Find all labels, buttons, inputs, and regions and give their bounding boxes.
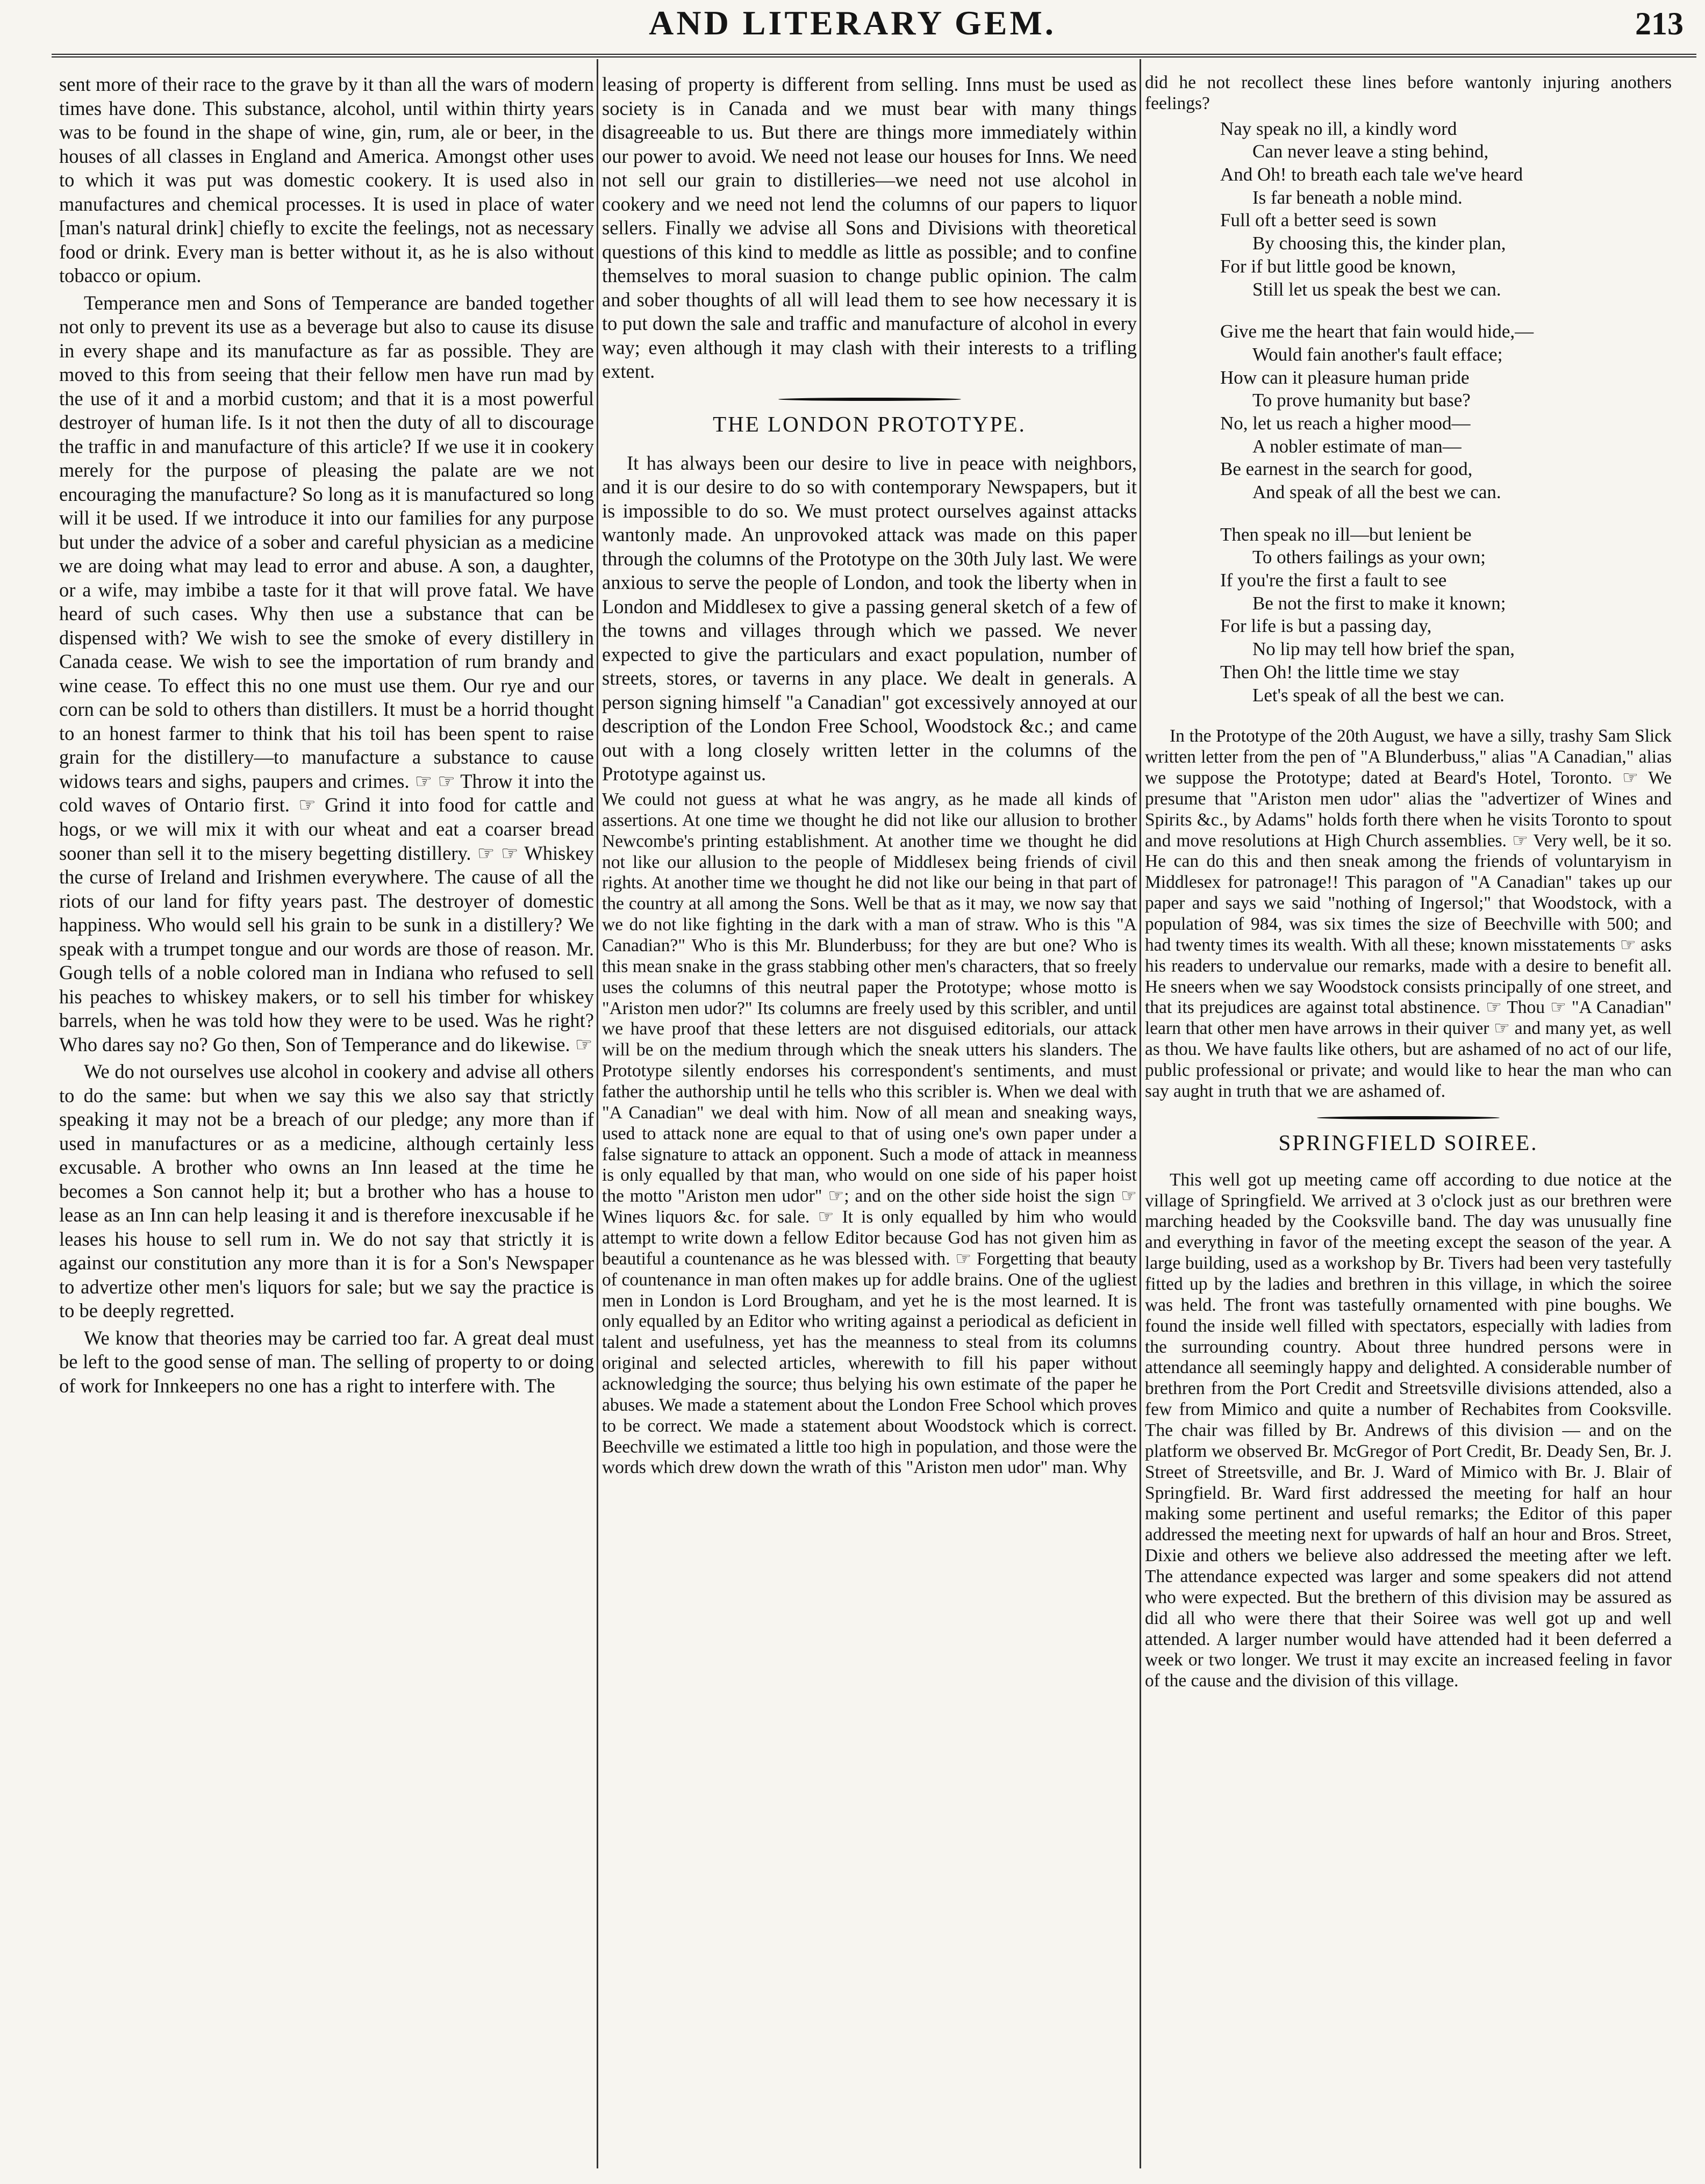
poem-line: Can never leave a sting behind, — [1252, 141, 1489, 162]
poem-line: And Oh! to breath each tale we've heard — [1220, 164, 1523, 185]
poem-line: Then Oh! the little time we stay — [1220, 661, 1460, 682]
article-heading: SPRINGFIELD SOIREE. — [1278, 1130, 1538, 1155]
article-paragraph: We could not guess at what he was angry, as he made all kinds of assertions. At one time we thought he did not like our allusion to brother Newcombe's printing establishment. At another time we thought he did not like our allusion to the people of Middlesex being friends of civil rights. At another time we thought he did not like our being in that part of the country at all among the Sons. Well be that as it may, we now say that we do not like fighting in the dark with a man of straw. Who is this "A Canadian?" Who is this Mr. Blunderbuss; for they are but one? Who is this mean snake in the grass stabbing other men's characters, that so freely uses the columns of this neutral paper the Prototype; whose motto is "Ariston men udor?" Its columns are freely used by this scribler, and until we have proof that these letters are not disguised editorials, our attack will be on the medium through which the sneak utters his slanders. The Prototype silently endorses his correspondent's sentiments, and must father the authorship until he tells who this scribler is. When we deal with "A Canadian" we deal with him. Now of all mean and sneaking ways, used to attack none are equal to that of using one's own paper under a false signature to attack an opponent. Such a mode of attack in meanness is only equalled by that man, who would on one side of his paper hoist the motto "Ariston men udor" ☞; and on the other side hoist the sign ☞ Wines liquors &c. for sale. ☞ It is only equalled by him who would attempt to write down a fellow Editor because God has not given him as beautiful a countenance as he was blessed with. ☞ Forgetting that beauty of countenance in man often makes up for addle brains. One of the ugliest men in London is Lord Brougham, and yet he is the most learned. It is only equalled by an Editor who writing against a periodical as deficient in talent and usefulness, yet has the meanness to steal from its columns original and selected articles, wherewith to fill his paper without acknowledging the source; thus belying his own estimate of the paper he abuses. We made a statement about the London Free School which proves to be correct. We made a statement about Woodstock which is correct. Beechville we estimated a little too high in population, and those were the words which drew down the wrath of this "Ariston men udor" man. Why — [602, 789, 1137, 1478]
poem-line: To others failings as your own; — [1252, 547, 1486, 568]
column-divider — [1140, 59, 1141, 2168]
poem-line: Full oft a better seed is sown — [1220, 210, 1437, 231]
article-paragraph: did he not recollect these lines before wantonly injuring anothers feelings? — [1145, 73, 1672, 113]
poem-line: Be not the first to make it known; — [1252, 592, 1506, 614]
poem-line: No, let us reach a higher mood— — [1220, 412, 1471, 434]
column-2 — [602, 73, 1137, 2163]
page-number: 213 — [1635, 6, 1683, 41]
section-separator — [778, 398, 961, 401]
poem-line: Let's speak of all the best we can. — [1252, 684, 1505, 706]
article-paragraph: Temperance men and Sons of Temperance are banded together not only to prevent its use as a beverage but also to cause its disuse in every shape and its manufacture as far as possible. They are moved to this from seeing that their fellow men have run mad by the use of it and a morbid custom; and that it is a most powerful destroyer of human life. Is it not then the duty of all to discourage the traffic in and manufacture of this article? If we use it in cookery merely for the purpose of pleasing the palate are we not encouraging the manufacture? So long as it is manufactured so long will it be used. If we introduce it into our families for any purpose but under the advice of a sober and careful physician as a medicine we are doing what may lead to error and abuse. A son, a daughter, or a wife, may imbibe a taste for it that will prove fatal. We have heard of such cases. Why then use a substance that can be dispensed with? We wish to see the smoke of every distillery in Canada cease. We wish to see the importation of rum brandy and wine cease. To effect this no one must use them. Our rye and our corn can be sold to others than distillers. It must be a horrid thought to an honest farmer to think that his toil has been spent to raise grain for the distillery—to manufacture a substance to cause widows tears and sighs, paupers and crimes. ☞ ☞ Throw it into the cold waves of Ontario first. ☞ Grind it into food for cattle and hogs, or we will mix it with our wheat and eat a coarser bread sooner than sell it to the misery begetting distillery. ☞ ☞ Whiskey the curse of Ireland and Irishmen everywhere. The cause of all the riots of our land for fifty years past. The destroyer of domestic happiness. Who would sell his grain to be sunk in a distillery? We speak with a trumpet tongue and our words are those of reason. Mr. Gough tells of a noble colored man in Indiana who refused to sell his peaches to whiskey makers, or to sell his timber for whiskey barrels, when he was told how they were to be used. Was he right? Who dares say no? Go then, Son of Temperance and do likewise. ☞ — [59, 291, 594, 1055]
poem-line: For if but little good be known, — [1220, 255, 1456, 277]
poem-line: To prove humanity but base? — [1252, 390, 1471, 411]
poem-line: Then speak no ill—but lenient be — [1220, 523, 1472, 545]
article-paragraph: This well got up meeting came off according to due notice at the village of Springfield. We arrived at 3 o'clock just as our brethren were marching headed by the Cooksville band. The day was unusually fine and everything in favor of the meeting except the season of the year. A large building, used as a workshop by Br. Tivers had been very tastefully fitted up by the ladies and brethren in this village, in which the soiree was held. The front was tastefully ornamented with pine boughs. We found the inside well filled with spectators, especially with ladies from the surrounding country. About three hundred persons were in attendance all seemingly happy and delighted. A considerable number of brethren from the Port Credit and Streetsville divisions attended, also a few from Mimico and quite a number of Rechabites from Cooksville. The chair was filled by Br. Andrews of this division — and on the platform we observed Br. McGregor of Port Credit, Br. Deady Sen, Br. J. Street of Streetsville, and Br. J. Ward of Mimico with Br. J. Blair of Springfield. Br. Ward first addressed the meeting for half an hour making some pertinent and useful remarks; the Editor of this paper addressed the meeting next for upwards of half an hour and Bros. Street, Dixie and others we believe also addressed the meeting after we left. The attendance expected was larger and some speakers did not attend who were expected. But the brethern of this division may be assured as did all who were there that their Soiree was well got up and well attended. A larger number would have attended had it been deferred a week or two longer. We trust it may excite an increased feeling in favor of the cause and the division of this village. — [1145, 1169, 1672, 1691]
article-paragraph: We know that theories may be carried too far. A great deal must be left to the good sense of man. The selling of property to or doing of work for Innkeepers no one has a right to interfere with. The — [59, 1326, 594, 1397]
section-separator — [1317, 1116, 1500, 1119]
page-header — [0, 0, 1705, 70]
article-paragraph: In the Prototype of the 20th August, we have a silly, trashy Sam Slick written letter from the pen of "A Blunderbuss," alias "A Canadian," alias we suppose the Prototype; dated at Beard's Hotel, Toronto. ☞ We presume that "Ariston men udor" alias the "advertizer of Wines and Spirits &c., by Adams" holds forth there when he visits Toronto to spout and move resolutions at High Church assemblies. ☞ Very well, be it so. He can do this and then sneak among the friends of voluntaryism in Middlesex for patronage!! This paragon of "A Canadian" takes up our paper and says we said "nothing of Ingersol;" that Woodstock, with a population of 984, was six times the size of Beechville with 500; and had twenty times its wealth. With all these; known misstatements ☞ asks his readers to undervalue our remarks, made with a desire to benefit all. He sneers when we say Woodstock consists principally of one street, and that its prejudices are against total abstinence. ☞ Thou ☞ "A Canadian" learn that other men have arrows in their quiver ☞ and many yet, as well as thou. We have faults like others, but are ashamed of no act of our life, public professional or private; and would like to hear the man who can say aught in truth that we are ashamed of. — [1145, 726, 1672, 1101]
poem-line: How can it pleasure human pride — [1220, 367, 1470, 388]
article-paragraph: It has always been our desire to live in peace with neighbors, and it is our desire to do so with contemporary Newspapers, but it is impossible to do so. We must protect ourselves against attacks wantonly made. An unprovoked attack was made on this paper through the columns of the Prototype on the 30th July last. We were anxious to serve the people of London, and took the liberty when in London and Middlesex to give a passing general sketch of a few of the towns and villages through which we passed. We never expected to give the particulars and exact population, number of streets, stores, or taverns in any place. We dealt in generals. A person signing himself "a Canadian" got excessively annoyed at our description of the London Free School, Woodstock &c.; and came out with a long closely written letter in the columns of the Prototype against us. — [602, 451, 1137, 785]
masthead: AND LITERARY GEM. — [649, 4, 1056, 42]
column-3 — [1145, 73, 1672, 2163]
article-paragraph: sent more of their race to the grave by it than all the wars of modern times have done. This substance, alcohol, until within thirty years was to be found in the shape of wine, gin, rum, ale or beer, in the houses of all classes in England and America. Amongst other uses to which it was put was domestic cookery. It is used also in manufactures and chemical processes. It is used in place of water [man's natural drink] chiefly to excite the feelings, not as necessary food or drink. Every man is better without it, as he is also without tobacco or opium. — [59, 73, 594, 287]
poem-line: Give me the heart that fain would hide,— — [1220, 321, 1534, 342]
poem-stanza — [1220, 320, 1672, 504]
article-paragraph: We do not ourselves use alcohol in cookery and advise all others to do the same: but when we say this we also say that strictly speaking it may not be a breach of our pledge; any more than if used in manufactures or as a medicine, although certainly less excusable. A brother who owns an Inn leased at the time he becomes a Son cannot help it; but a brother who has a house to lease as an Inn can help leasing it and is therefore inexcusable if he leases his house to sell rum in. We do not say that strictly it is against our constitution any more than it is for a Son's Newspaper to advertize other men's liquors for sale; but we say the practice is to be deeply regretted. — [59, 1060, 594, 1322]
poem-line: No lip may tell how brief the span, — [1252, 638, 1515, 660]
column-divider — [597, 59, 598, 2168]
poem — [1220, 118, 1672, 707]
poem-line: If you're the first a fault to see — [1220, 570, 1447, 591]
column-1 — [59, 73, 594, 2163]
poem-line: Nay speak no ill, a kindly word — [1220, 118, 1457, 139]
poem-line: Would fain another's fault efface; — [1252, 343, 1503, 365]
poem-line: Be earnest in the search for good, — [1220, 458, 1473, 480]
poem-line: Is far beneath a noble mind. — [1252, 186, 1463, 208]
article-heading: THE LONDON PROTOTYPE. — [713, 411, 1026, 436]
poem-stanza — [1220, 523, 1672, 707]
poem-line: Still let us speak the best we can. — [1252, 278, 1501, 300]
header-rule — [52, 54, 1696, 58]
poem-stanza — [1220, 118, 1672, 301]
poem-line: For life is but a passing day, — [1220, 615, 1432, 637]
poem-line: By choosing this, the kinder plan, — [1252, 233, 1506, 254]
article-paragraph: leasing of property is different from selling. Inns must be used as society is in Canada and we must bear with many things disagreeable to us. But there are things more immediately within our power to avoid. We need not lease our houses for Inns. We need not sell our grain to distilleries—we need not use alcohol in cookery and we need not lend the columns of our papers to liquor sellers. Finally we advise all Sons and Divisions with theoretical questions of this kind to meddle as little as possible; and to confine themselves to moral suasion to change public opinion. The calm and sober thoughts of all will lead them to see how necessary it is to put down the sale and traffic and manufacture of alcohol in every way; even although it may clash with their interests to a trifling extent. — [602, 73, 1137, 383]
poem-line: A nobler estimate of man— — [1252, 435, 1462, 457]
poem-line: And speak of all the best we can. — [1252, 482, 1501, 503]
